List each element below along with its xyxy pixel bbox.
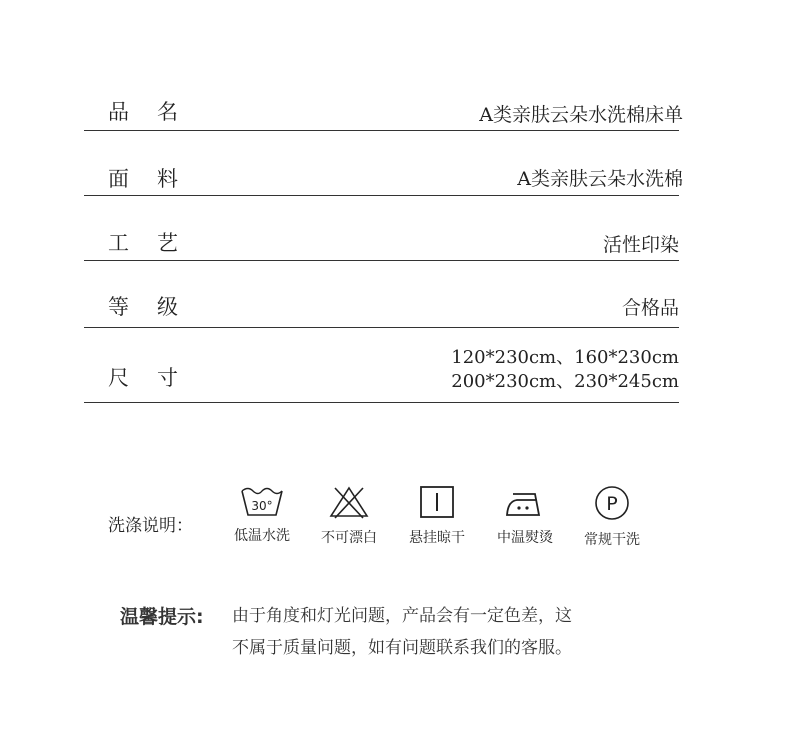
wash-item: [309, 485, 389, 547]
wash-item: [485, 485, 565, 547]
spec-row-size: [84, 328, 679, 403]
wash-item: [397, 485, 477, 547]
wash-30-icon: [240, 485, 284, 517]
iron-medium-icon: [503, 485, 547, 519]
wash-temp-text: 30°: [251, 499, 273, 513]
wash-item: [222, 485, 302, 545]
spec-value: [451, 346, 679, 394]
line-dry-icon: [415, 485, 459, 519]
spec-label: 等级: [108, 295, 206, 319]
size-line: 120*230cm、160*230cm: [451, 347, 679, 368]
spec-value: 活性印染: [602, 234, 679, 256]
wash-caption: 低温水洗: [234, 528, 290, 544]
no-bleach-icon: [327, 485, 371, 519]
wash-title: 洗涤说明：: [108, 516, 193, 536]
spec-label: 工艺: [108, 231, 206, 255]
spec-row-fabric: [84, 131, 683, 196]
notice-line: 不属于质量问题，如有问题联系我们的客服。: [232, 638, 572, 658]
spec-table: [84, 82, 683, 403]
dry-clean-letter: P: [606, 493, 618, 515]
wash-caption: 常规干洗: [584, 532, 640, 548]
spec-value: A类亲肤云朵水洗棉: [517, 168, 683, 190]
notice-line: 由于角度和灯光问题，产品会有一定色差，这: [232, 606, 572, 626]
spec-label: 面料: [108, 167, 206, 191]
spec-label: 品名: [108, 100, 206, 124]
spec-label: 尺寸: [108, 366, 206, 390]
spec-value: A类亲肤云朵水洗棉床单: [479, 104, 683, 126]
spec-row-craft: [84, 196, 679, 261]
wash-caption: 中温熨烫: [497, 530, 553, 546]
size-line: 200*230cm、230*245cm: [451, 371, 679, 392]
notice-text: [232, 600, 622, 664]
dry-clean-p-icon: [590, 485, 634, 521]
spec-value: 合格品: [621, 297, 679, 319]
spec-row-grade: [84, 261, 679, 328]
notice-title: 温馨提示:: [120, 606, 204, 628]
wash-caption: 悬挂晾干: [409, 530, 465, 546]
wash-item: [572, 485, 652, 549]
spec-row-name: [84, 82, 683, 131]
wash-caption: 不可漂白: [321, 530, 377, 546]
